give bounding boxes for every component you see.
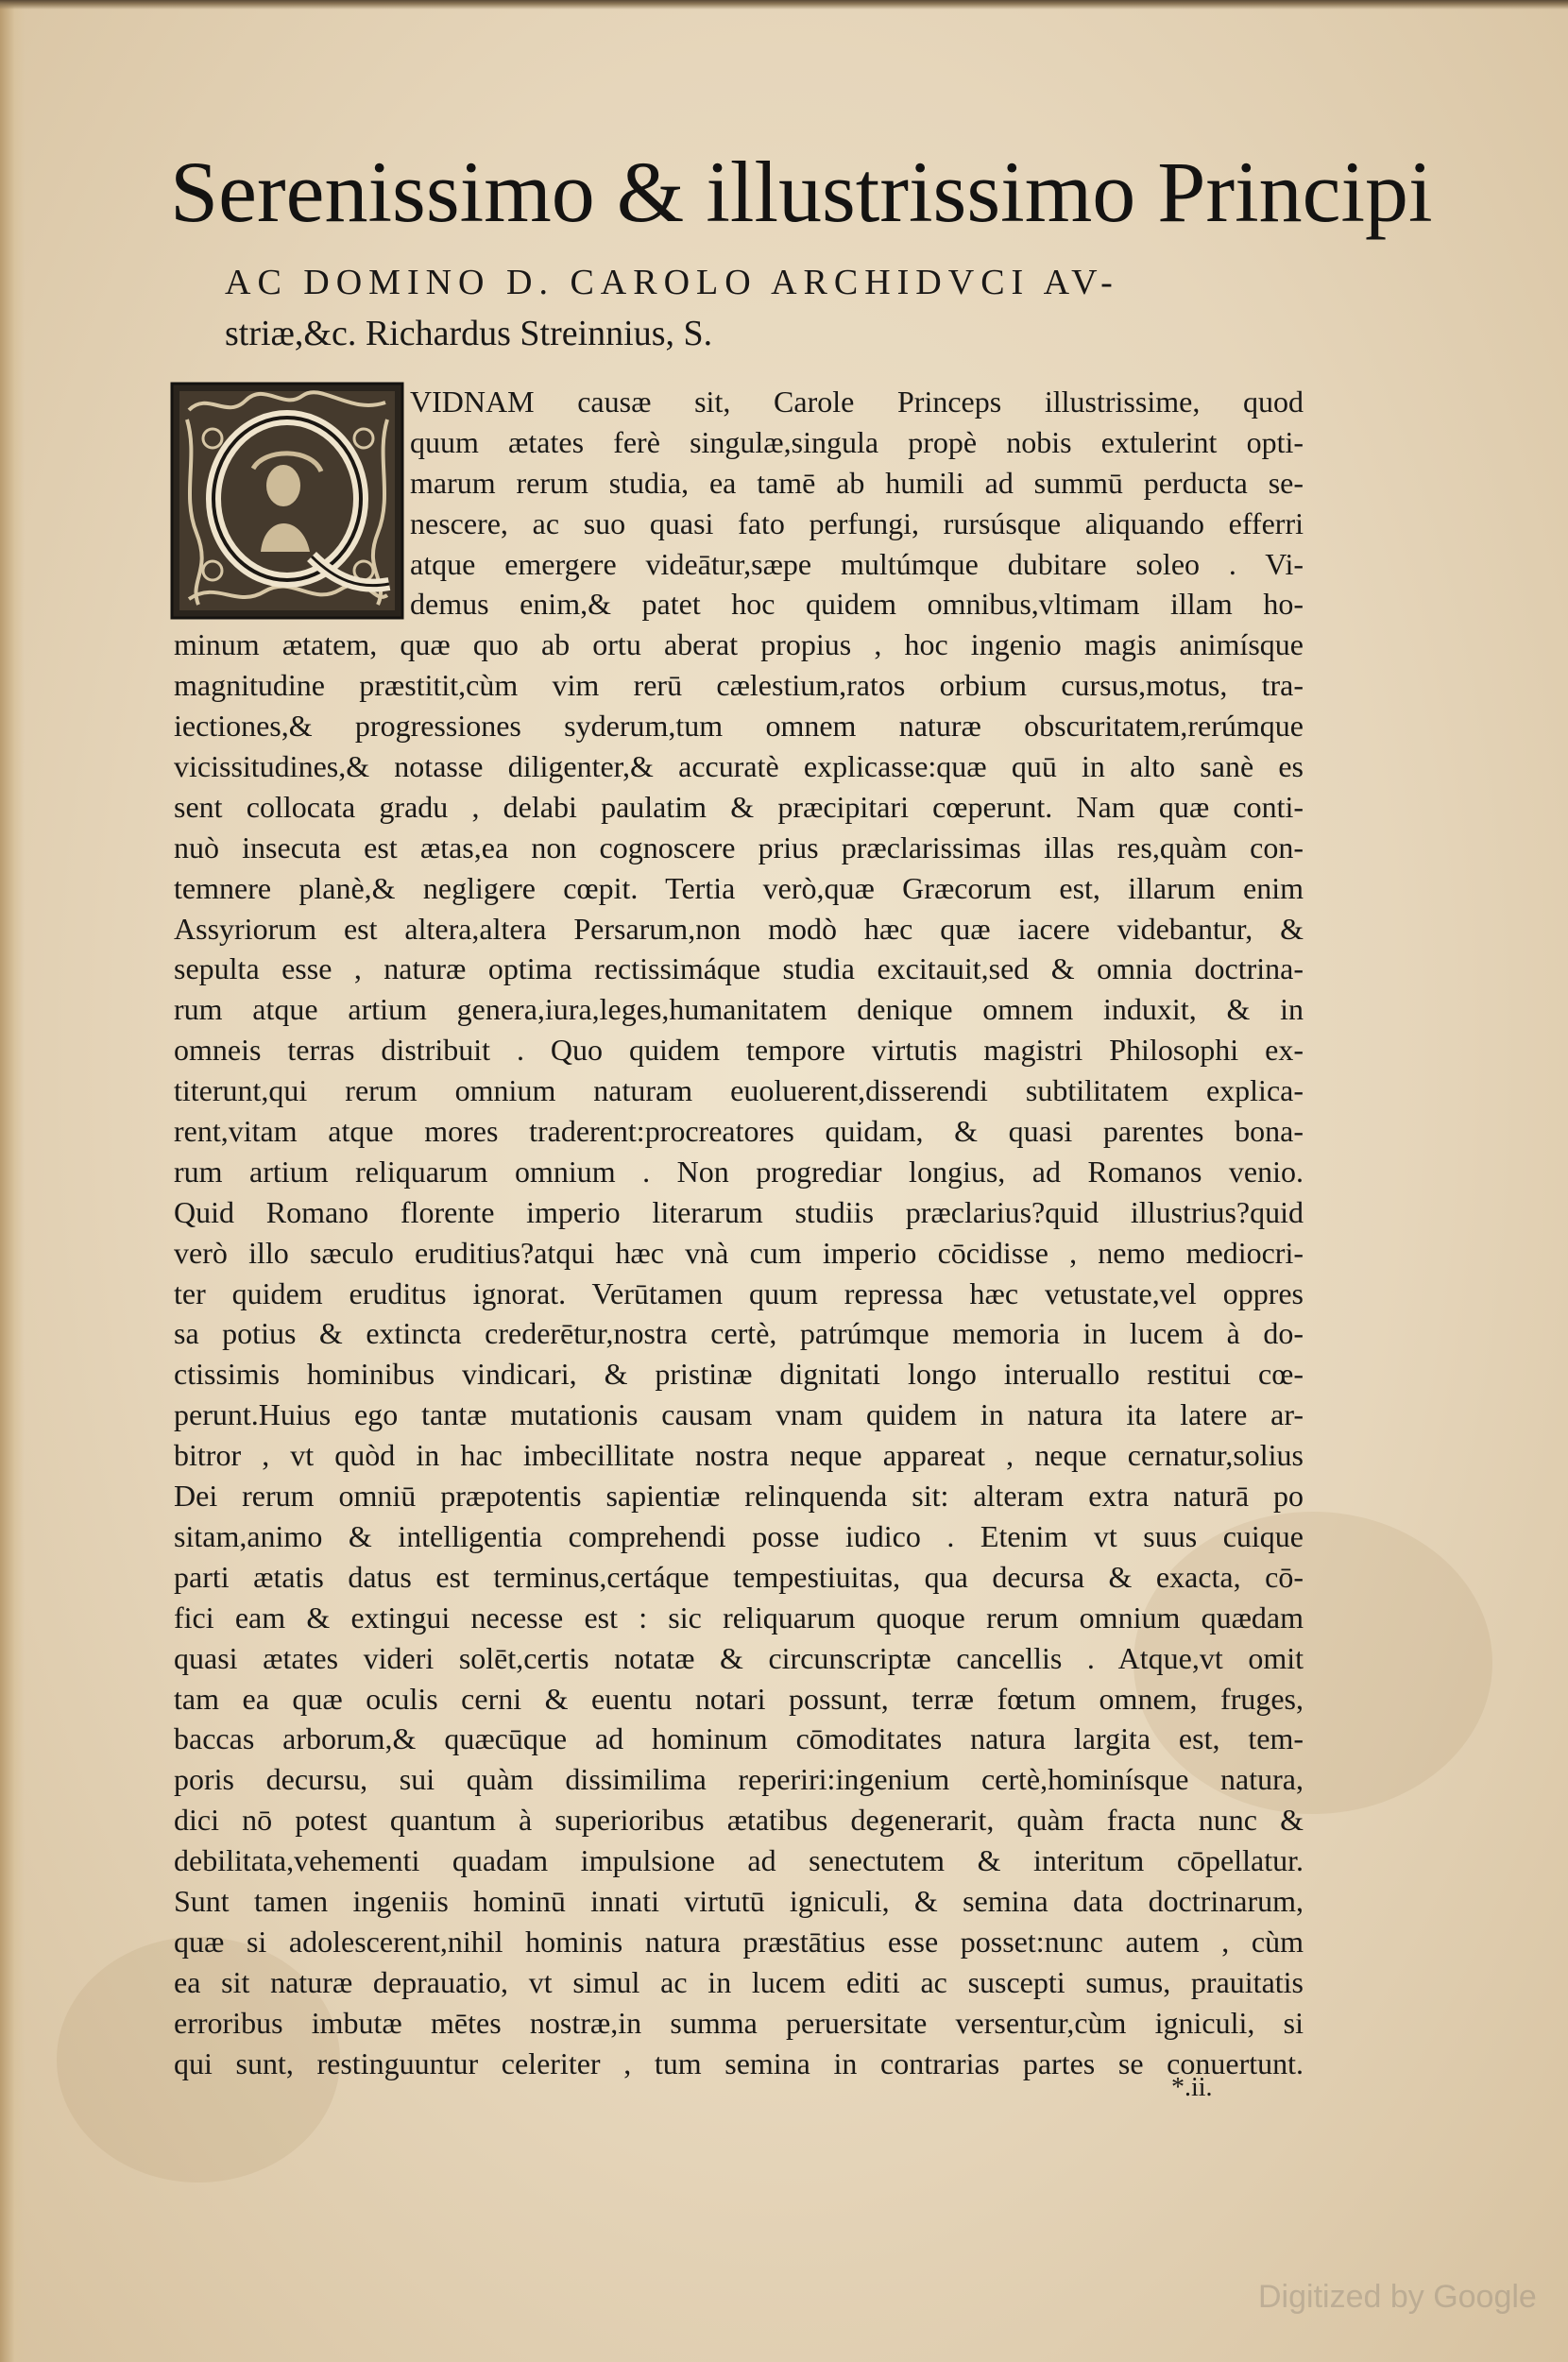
text-line: nuò insecuta est ætas,ea non cognoscere prius præclarissimas illas res,quàm con- <box>174 830 1304 864</box>
subheading-second-line: striæ,&c. Richardus Streinnius, S. <box>225 314 713 353</box>
page-binding-edge <box>0 0 25 2362</box>
text-line: Assyriorum est altera,altera Persarum,non modò hæc quæ iacere videbantur, & <box>174 911 1304 946</box>
text-line: erroribus imbutæ mētes nostræ,in summa peruersitate versentur,cùm igniculi, si <box>174 2005 1304 2040</box>
dedication-body-text <box>174 382 1304 2083</box>
text-line: iectiones,& progressiones syderum,tum omnem naturæ obscuritatem,rerúmque <box>174 709 1304 744</box>
text-line: atque emergere videātur,sæpe multúmque dubitare soleo . Vi- <box>410 546 1304 581</box>
text-line: ea sit naturæ deprauatio, vt simul ac in lucem editi ac suscepti sumus, prauitatis <box>174 1964 1304 1999</box>
text-line: sa potius & extincta crederētur,nostra certè, patrúmque memoria in lucem à do- <box>174 1316 1304 1351</box>
text-line: quum ætates ferè singulæ,singula propè nobis extulerint opti- <box>410 424 1304 459</box>
text-line: Dei rerum omniū præpotentis sapientiæ relinquenda sit: alteram extra naturā po <box>174 1479 1304 1514</box>
text-line: fici eam & extingui necesse est : sic reliquarum quoque rerum omnium quædam <box>174 1600 1304 1635</box>
text-line: magnitudine præstitit,cùm vim rerū cælestium,ratos orbium cursus,motus, tra- <box>174 668 1304 703</box>
digitization-watermark: Digitized by Google <box>1258 2279 1537 2315</box>
text-line: vicissitudines,& notasse diligenter,& accuratè explicasse:quæ quū in alto sanè es <box>174 749 1304 784</box>
page-top-edge <box>0 0 1568 9</box>
text-line: temnere planè,& negligere cœpit. Tertia verò,quæ Græcorum est, illarum enim <box>174 870 1304 905</box>
text-line: poris decursu, sui quàm dissimilima reperiri:ingenium certè,hominísque natura, <box>174 1762 1304 1797</box>
text-line: perunt.Huius ego tantæ mutationis causam vnam quidem in natura ita latere ar- <box>174 1397 1304 1432</box>
text-line: titerunt,qui rerum omnium naturam euoluerent,disserendi subtilitatem explica- <box>174 1073 1304 1108</box>
dedication-heading: Serenissimo & illustrissimo Principi <box>170 144 1433 240</box>
text-line: sitam,animo & intelligentia comprehendi posse iudico . Etenim vt suus cuique <box>174 1518 1304 1553</box>
text-line: rum atque artium genera,iura,leges,humanitatem denique omnem induxit, & in <box>174 992 1304 1027</box>
text-line: minum ætatem, quæ quo ab ortu aberat propius , hoc ingenio magis animísque <box>174 627 1304 662</box>
text-line: marum rerum studia, ea tamē ab humili ad summū perducta se- <box>410 465 1304 500</box>
signature-mark: *.ii. <box>1171 2073 1213 2102</box>
text-line: Sunt tamen ingeniis hominū innati virtutū igniculi, & semina data doctrinarum, <box>174 1883 1304 1918</box>
text-line: qui sunt, restinguuntur celeriter , tum semina in contrarias partes se conuertunt. <box>174 2045 1304 2080</box>
text-line: ctissimis hominibus vindicari, & pristinæ dignitati longo interuallo restitui cœ- <box>174 1357 1304 1392</box>
text-line: debilitata,vehementi quadam impulsione ad senectutem & interitum cōpellatur. <box>174 1843 1304 1878</box>
text-line: ter quidem eruditus ignorat. Verūtamen quum repressa hæc vetustate,vel oppres <box>174 1275 1304 1310</box>
text-line: demus enim,& patet hoc quidem omnibus,vltimam illam ho- <box>410 587 1304 622</box>
text-line: baccas arborum,& quæcūque ad hominum cōmoditates natura largita est, tem- <box>174 1721 1304 1756</box>
subheading-caps-line: AC DOMINO D. CAROLO ARCHIDVCI AV- <box>225 263 1119 302</box>
text-line: Quid Romano florente imperio literarum studiis præclarius?quid illustrius?quid <box>174 1194 1304 1229</box>
text-line: VIDNAM causæ sit, Carole Princeps illustrissime, quod <box>410 385 1304 419</box>
text-line: sent collocata gradu , delabi paulatim & præcipitari cœperunt. Nam quæ conti- <box>174 789 1304 824</box>
text-line: tam ea quæ oculis cerni & euentu notari possunt, terræ fœtum omnem, fruges, <box>174 1681 1304 1716</box>
text-line: rum artium reliquarum omnium . Non progrediar longius, ad Romanos venio. <box>174 1154 1304 1189</box>
text-line: nescere, ac suo quasi fato perfungi, rursúsque aliquando efferri <box>410 505 1304 540</box>
text-line: verò illo sæculo eruditius?atqui hæc vnà cum imperio cōcidisse , nemo mediocri- <box>174 1235 1304 1270</box>
text-line: quasi ætates videri solēt,certis notatæ & circunscriptæ cancellis . Atque,vt omit <box>174 1640 1304 1675</box>
text-line: sepulta esse , naturæ optima rectissimáque studia excitauit,sed & omnia doctrina- <box>174 951 1304 986</box>
text-line: bitror , vt quòd in hac imbecillitate nostra neque appareat , neque cernatur,solius <box>174 1438 1304 1473</box>
text-line: omneis terras distribuit . Quo quidem tempore virtutis magistri Philosophi ex- <box>174 1033 1304 1068</box>
dedication-subheading <box>225 257 1302 359</box>
text-line: rent,vitam atque mores traderent:procreatores quidam, & quasi parentes bona- <box>174 1114 1304 1149</box>
text-line: dici nō potest quantum à superioribus ætatibus degenerarit, quàm fracta nunc & <box>174 1803 1304 1838</box>
text-line: parti ætatis datus est terminus,certáque tempestiuitas, qua decursa & exacta, cō- <box>174 1559 1304 1594</box>
text-line: quæ si adolescerent,nihil hominis natura præstātius esse posset:nunc autem , cùm <box>174 1924 1304 1959</box>
